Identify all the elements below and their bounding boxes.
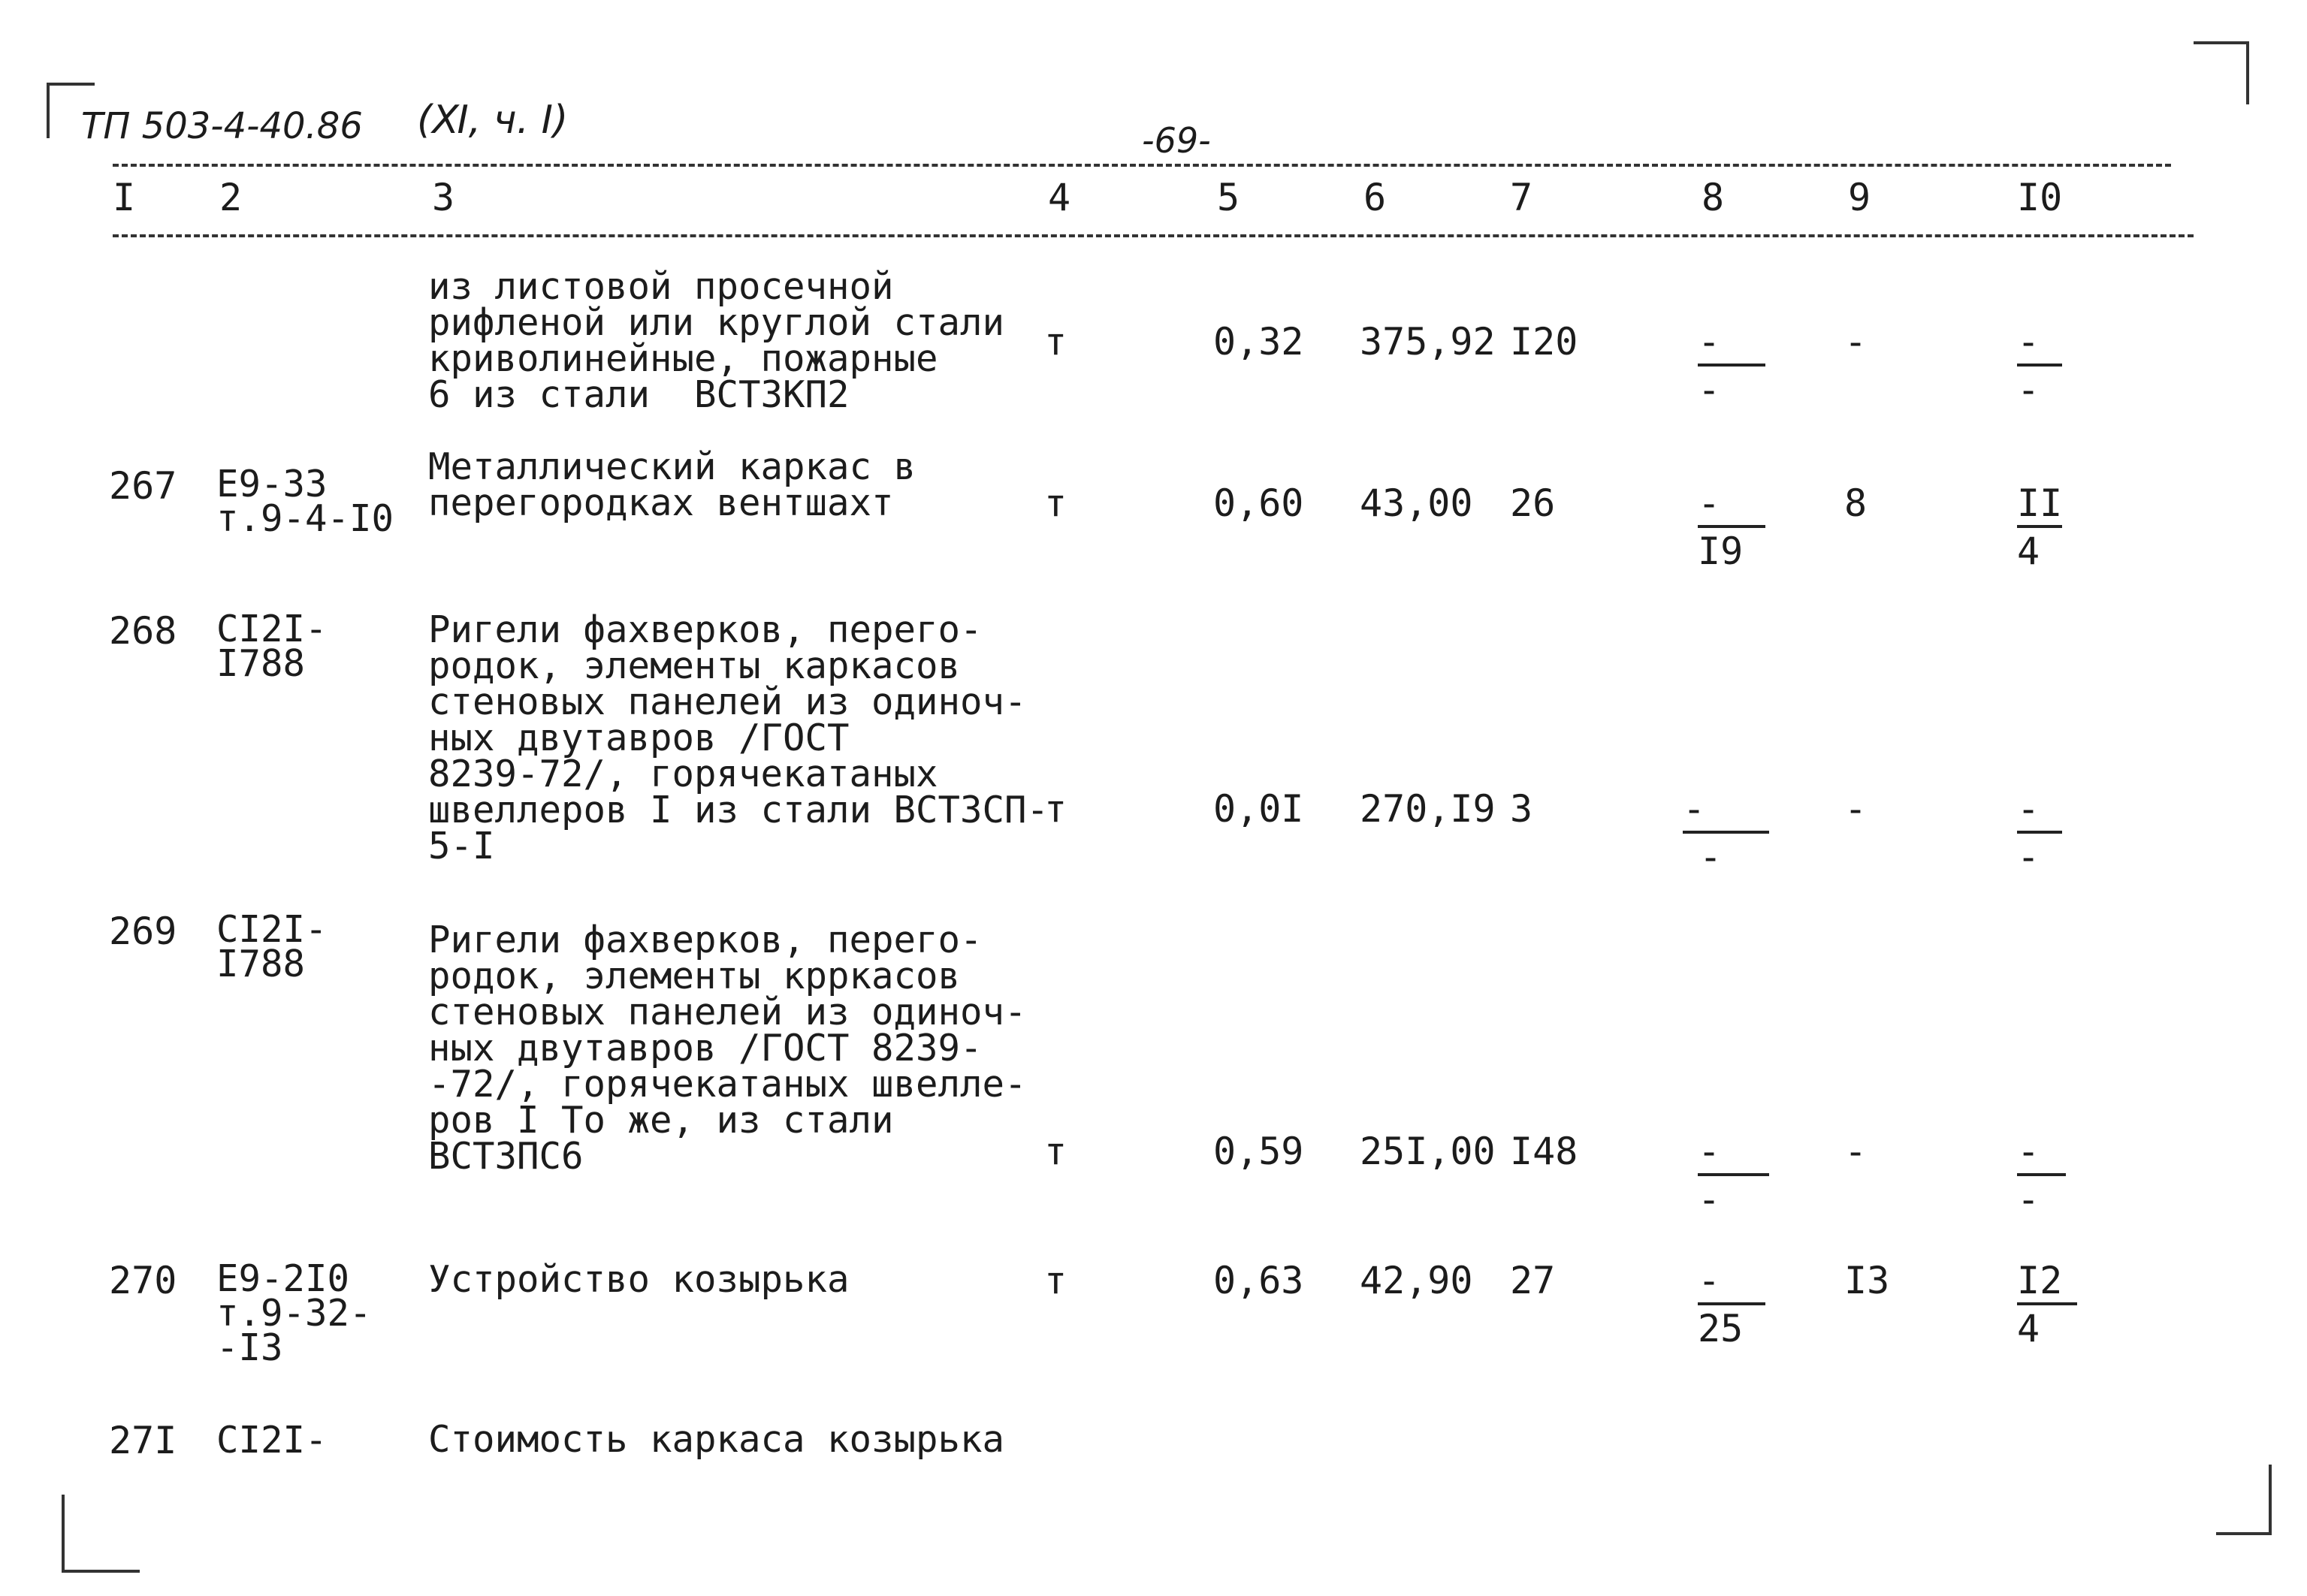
document-part: (Ⅺ, ч. Ⅰ) [417, 98, 569, 143]
column-header: 7 [1510, 176, 1533, 219]
frame-corner-bottom-right [2216, 1465, 2272, 1535]
row-quantity: 0,32 [1213, 320, 1304, 364]
row-col9: 8 [1844, 481, 1868, 525]
column-header: 5 [1217, 176, 1240, 219]
row-description: Ригели фахверков, перего- родок, элементы крркасов стеновых панелей из одиноч- ных двутавров /ГОСТ 8239- -72/, горячекатаных швелле- ров I То же, из стали ВСТ3ПС6 [428, 919, 1027, 1178]
column-header: 8 [1702, 176, 1725, 219]
row-number: 267 [109, 464, 177, 508]
row-description: Металлический каркас в перегородках вентшахт [428, 445, 916, 524]
row-unit: т [1044, 1130, 1067, 1173]
column-header: I [113, 176, 136, 219]
row-quantity: 0,59 [1213, 1130, 1304, 1173]
row-price: 43,00 [1360, 481, 1473, 525]
row-col9: - [1844, 787, 1868, 831]
row-description: из листовой просечной рифленой или круглой стали криволинейные, пожарные 6 из стали ВСТ3КП2 [428, 265, 1005, 416]
row-unit: т [1044, 787, 1067, 831]
column-header: 3 [432, 176, 455, 219]
row-col8-fraction: - - [1698, 323, 1765, 409]
row-col9: - [1844, 320, 1868, 364]
row-quantity: 0,0I [1213, 787, 1304, 831]
row-description: Стоимость каркаса козырька [428, 1418, 1005, 1461]
row-code: СI2I- I788 [216, 608, 328, 685]
row-price: 270,I9 [1360, 787, 1496, 831]
row-code: СI2I- I788 [216, 908, 328, 985]
column-header: 9 [1848, 176, 1871, 219]
row-unit: т [1044, 320, 1067, 364]
row-col8-fraction: - I9 [1698, 484, 1765, 570]
row-total: I48 [1510, 1130, 1578, 1173]
page-number: -69- [1142, 120, 1211, 161]
row-col10-fraction: $\frac{II}{4}$ [2017, 481, 2063, 573]
row-description: Ригели фахверков, перего- родок, элементы каркасов стеновых панелей из одиноч- ных двутавров /ГОСТ 8239-72/, горячекатаных швеллеров I из стали ВСТ3СП- 5-I [428, 608, 1049, 867]
row-col9: I3 [1844, 1259, 1890, 1302]
row-col10-fraction: $\frac{I2}{4}$ [2017, 1262, 2077, 1347]
row-number: 270 [109, 1259, 177, 1302]
frame-corner-top-right [2194, 41, 2249, 104]
row-col10-fraction: - - [2017, 790, 2062, 876]
row-number: 27I [109, 1419, 177, 1462]
row-col8-fraction: - - [1683, 790, 1769, 876]
row-code: Е9-2I0 т.9-32- -I3 [216, 1257, 372, 1369]
row-number: 269 [109, 910, 177, 953]
document-code: ТП 503-4-40.86 [81, 105, 363, 147]
row-col10-fraction: - - [2017, 1133, 2066, 1218]
row-price: 25I,00 [1360, 1130, 1496, 1173]
row-col10-fraction: - - [2017, 323, 2062, 409]
row-col9: - [1844, 1130, 1868, 1173]
row-description: Устройство козырька [428, 1258, 850, 1301]
row-quantity: 0,60 [1213, 481, 1304, 525]
row-unit: т [1044, 1259, 1067, 1302]
header-rule-top [113, 164, 2171, 167]
header-rule-bottom [113, 234, 2194, 237]
row-col8-fraction: - 25 [1698, 1262, 1765, 1347]
column-header: I0 [2017, 176, 2063, 219]
column-header: 4 [1048, 176, 1071, 219]
row-total: 26 [1510, 481, 1556, 525]
row-price: 375,92 [1360, 320, 1496, 364]
frame-corner-bottom-left [62, 1495, 140, 1573]
column-header: 6 [1363, 176, 1387, 219]
row-quantity: 0,63 [1213, 1259, 1304, 1302]
row-code: Е9-33 т.9-4-I0 [216, 463, 394, 540]
row-number: 268 [109, 609, 177, 653]
row-total: 3 [1510, 787, 1533, 831]
row-col8-fraction: - - [1698, 1133, 1769, 1218]
row-total: I20 [1510, 320, 1578, 364]
row-code: СI2I- [216, 1419, 328, 1462]
column-header: 2 [219, 176, 243, 219]
row-unit: т [1044, 481, 1067, 525]
row-price: 42,90 [1360, 1259, 1473, 1302]
row-total: 27 [1510, 1259, 1556, 1302]
